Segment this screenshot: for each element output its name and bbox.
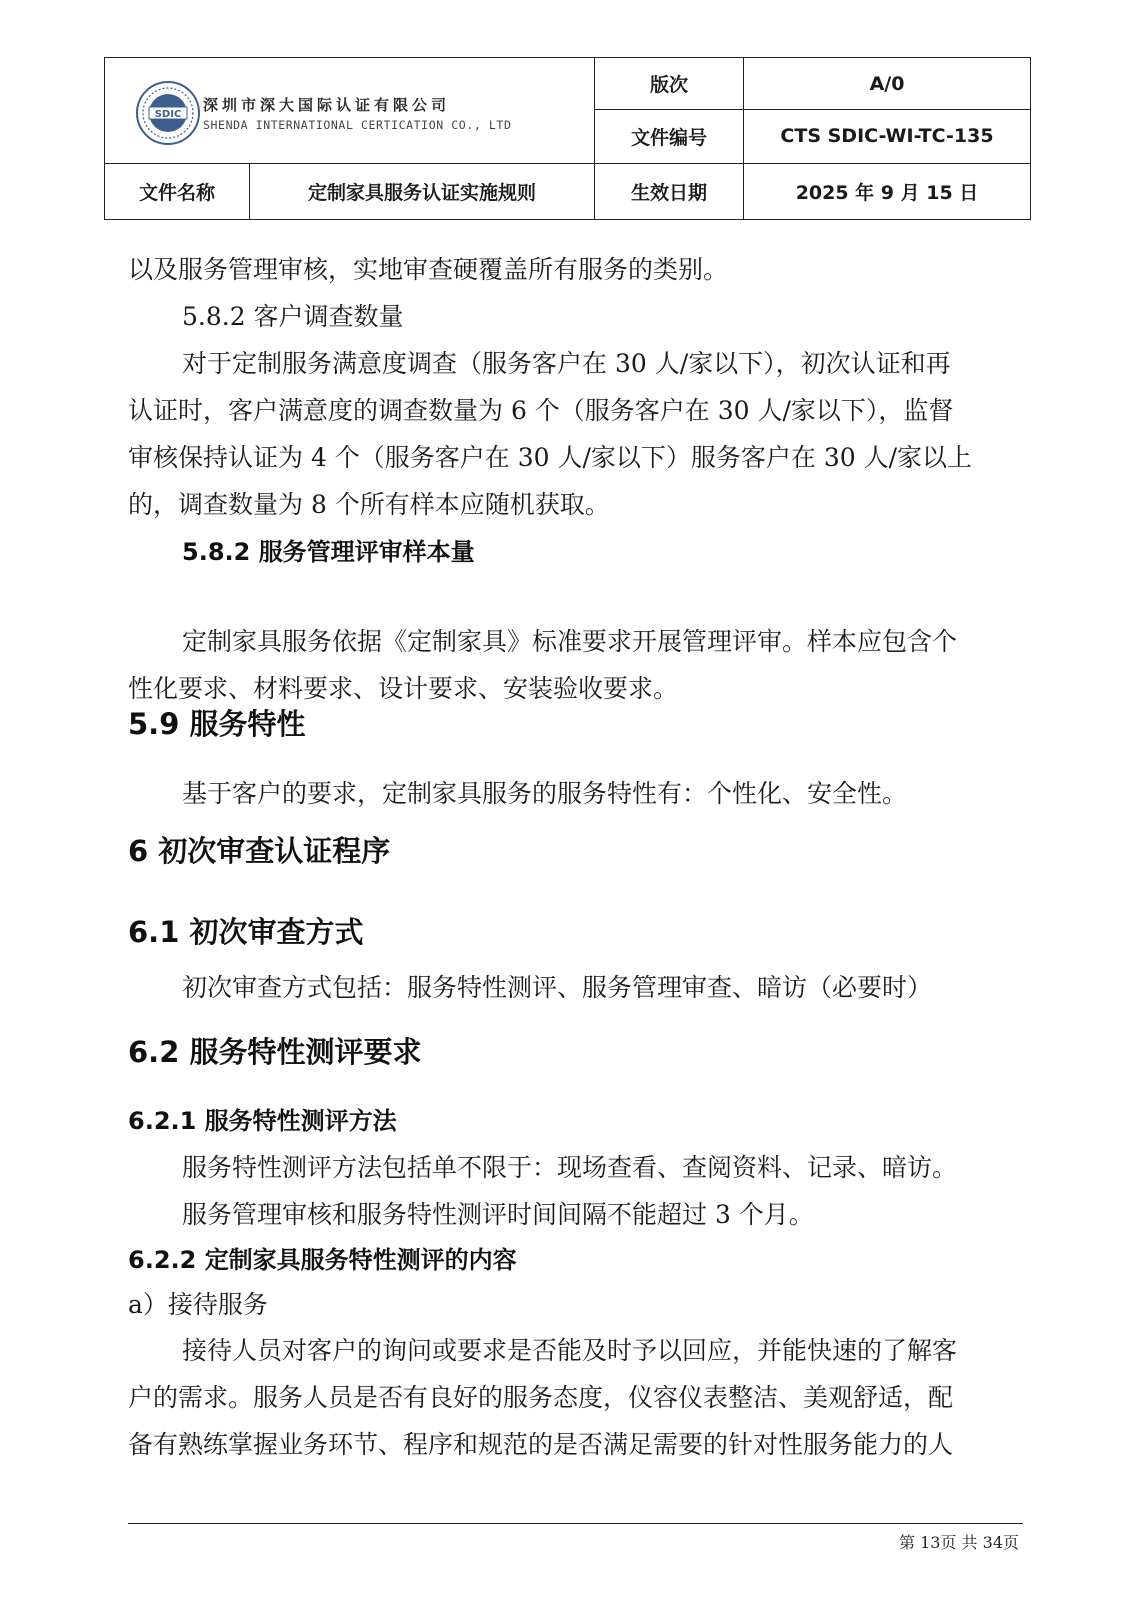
version-label: 版次 xyxy=(595,58,744,110)
footer-divider xyxy=(128,1523,1023,1524)
body-line: 备有熟练掌握业务环节、程序和规范的是否满足需要的针对性服务能力的人 xyxy=(128,1430,954,1459)
body-line: 对于定制服务满意度调查（服务客户在 30 人/家以下），初次认证和再 xyxy=(182,349,951,378)
body-line: 服务特性测评方法包括单不限于：现场查看、查阅资料、记录、暗访。 xyxy=(182,1153,958,1182)
heading-6: 6 初次审查认证程序 xyxy=(128,834,391,868)
company-logo-cell xyxy=(105,58,595,164)
body-line: 审核保持认证为 4 个（服务客户在 30 人/家以下）服务客户在 30 人/家以上 xyxy=(128,443,973,472)
heading-6-2-2: 6.2.2 定制家具服务特性测评的内容 xyxy=(128,1246,517,1274)
list-item-a: a）接待服务 xyxy=(128,1290,268,1319)
body-line: 户的需求。服务人员是否有良好的服务态度，仪容仪表整洁、美观舒适，配 xyxy=(128,1383,954,1412)
section-5-8-2-review-sample: 5.8.2 服务管理评审样本量 xyxy=(182,538,475,566)
heading-6-1: 6.1 初次审查方式 xyxy=(128,915,364,949)
company-seal-icon xyxy=(135,80,201,146)
section-5-8-2-customer-survey: 5.8.2 客户调查数量 xyxy=(182,302,404,331)
company-name-cn: 深圳市深大国际认证有限公司 xyxy=(203,96,451,114)
body-line: 定制家具服务依据《定制家具》标准要求开展管理评审。样本应包含个 xyxy=(182,627,958,656)
heading-6-2: 6.2 服务特性测评要求 xyxy=(128,1035,422,1069)
company-logo xyxy=(135,80,555,150)
page-number: 第 13页 共 34页 xyxy=(899,1533,1019,1552)
effective-date-value: 2025 年 9 月 15 日 xyxy=(744,163,1031,219)
body-line: 性化要求、材料要求、设计要求、安装验收要求。 xyxy=(128,674,679,703)
body-line: 的，调查数量为 8 个所有样本应随机获取。 xyxy=(128,490,610,519)
body-line: 接待人员对客户的询问或要求是否能及时予以回应，并能快速的了解客 xyxy=(182,1336,958,1365)
company-name-en: SHENDA INTERNATIONAL CERTICATION CO., LTD xyxy=(203,118,512,132)
doc-name-value: 定制家具服务认证实施规则 xyxy=(250,163,595,219)
heading-6-2-1: 6.2.1 服务特性测评方法 xyxy=(128,1107,397,1135)
doc-number-value: CTS SDIC-WI-TC-135 xyxy=(744,110,1031,163)
document-header-table xyxy=(104,57,1031,220)
body-line: 初次审查方式包括：服务特性测评、服务管理审查、暗访（必要时） xyxy=(182,973,933,1002)
effective-date-label: 生效日期 xyxy=(595,163,744,219)
version-value: A/0 xyxy=(744,58,1031,110)
body-line: 认证时，客户满意度的调查数量为 6 个（服务客户在 30 人/家以下），监督 xyxy=(128,396,954,425)
logo-text: SDIC xyxy=(154,109,182,120)
doc-number-label: 文件编号 xyxy=(595,110,744,163)
body-line: 基于客户的要求，定制家具服务的服务特性有：个性化、安全性。 xyxy=(182,779,908,808)
heading-5-9: 5.9 服务特性 xyxy=(128,707,306,741)
doc-name-label: 文件名称 xyxy=(105,163,250,219)
body-line: 服务管理审核和服务特性测评时间间隔不能超过 3 个月。 xyxy=(182,1200,814,1229)
body-line: 以及服务管理审核，实地审查硬覆盖所有服务的类别。 xyxy=(128,255,729,284)
